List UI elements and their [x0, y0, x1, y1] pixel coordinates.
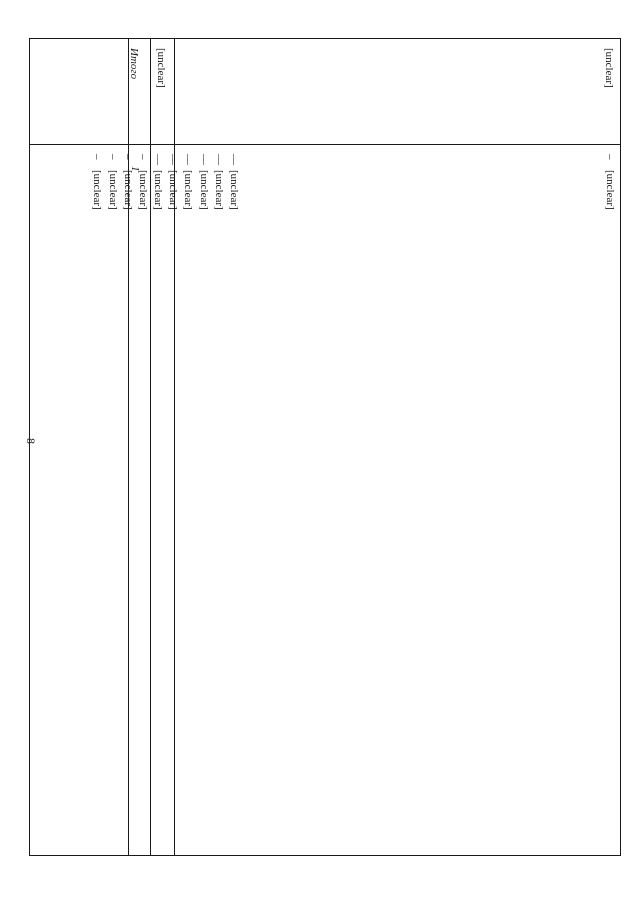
list-item: – [unclear] [136, 154, 149, 210]
total-label: Итого [128, 48, 140, 80]
column-divider [29, 144, 621, 145]
rotated-table-stage [29, 38, 621, 856]
list-item: — [unclear] [182, 154, 195, 210]
stage-name: [unclear] [603, 48, 615, 88]
list-item: – [unclear] [121, 154, 134, 210]
list-item: — [unclear] [167, 154, 180, 210]
diagnostics-content [89, 154, 241, 840]
list-item: — [unclear] [228, 154, 240, 210]
continued-content [602, 154, 617, 840]
period-label: [unclear] [155, 48, 167, 88]
list-item: — [unclear] [152, 154, 165, 210]
list-item: — [unclear] [197, 154, 210, 210]
list-item: – [unclear] [106, 154, 119, 210]
page-number: 8 [24, 438, 38, 444]
total-count: 1 [129, 166, 141, 172]
list-item: – [unclear] [91, 154, 104, 210]
list-item: – [unclear] [604, 154, 616, 210]
list-item: — [unclear] [212, 154, 225, 210]
